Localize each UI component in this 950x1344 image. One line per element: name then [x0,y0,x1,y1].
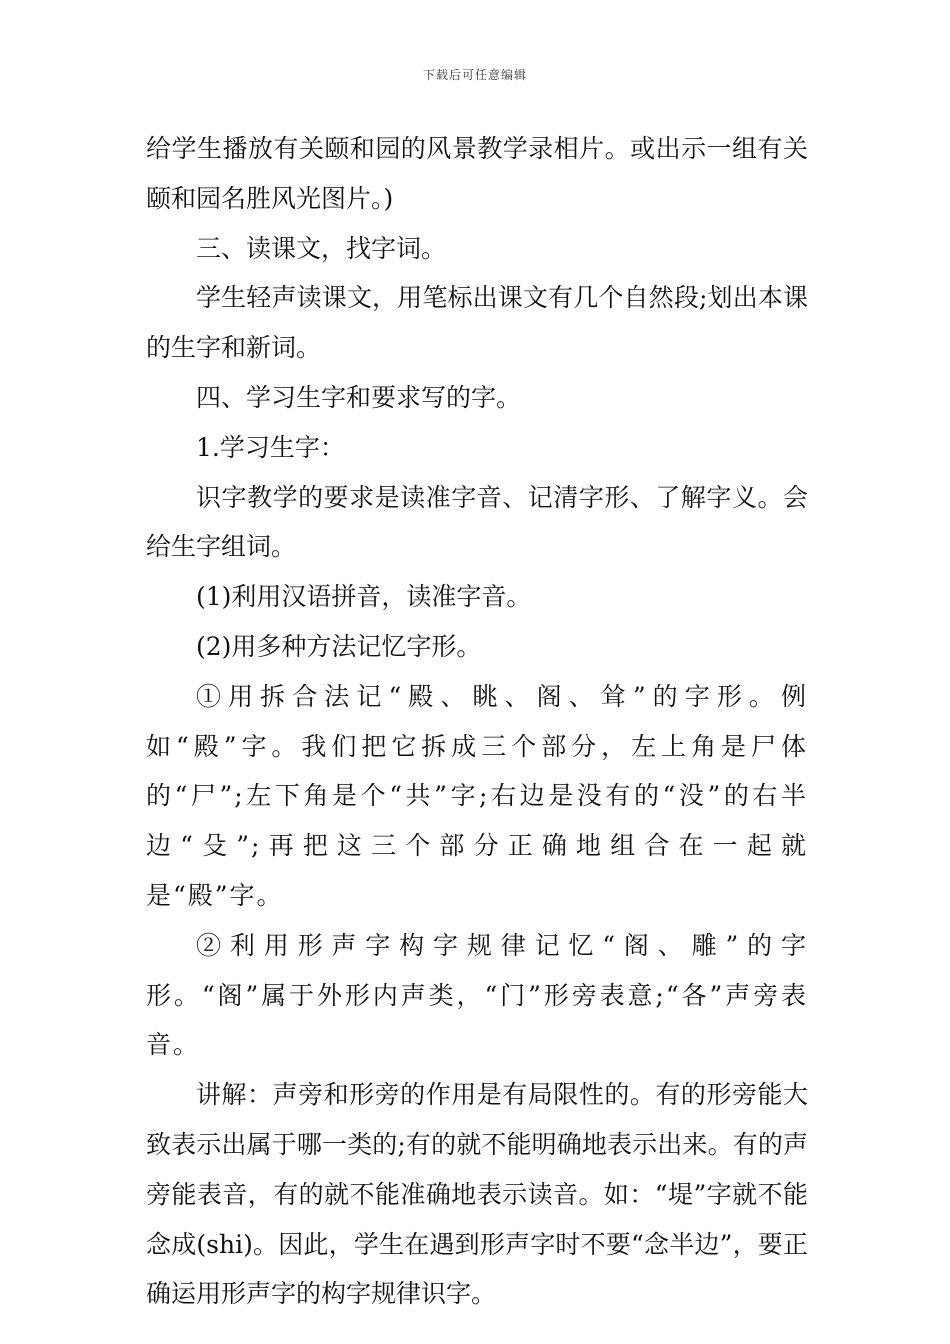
section-heading-learn-characters: 四、学习生字和要求写的字。 [196,382,522,412]
paragraph-intro-continuation: 给学生播放有关颐和园的风景教学录相片。或出示一组有关颐和园名胜风光图片。) [146,134,808,213]
page-header-note: 下载后可任意编辑 [422,68,527,82]
paragraph-phonetic-semantic: ②利用形声字构字规律记忆“阁、雕”的字形。“阁”属于外形内声类，“门”形旁表意;“各”声旁表音。 [146,930,808,1060]
paragraph-split-method: ①用拆合法记“殿、眺、阁、耸”的字形。例如“殿”字。我们把它拆成三个部分，左上角是尸体的“尸”;左下角是个“共”字;右边是没有的“没”的右半边“殳”;再把这三个部分正确地组合在一起就是“殿”字。 [146,681,808,910]
list-item-memory-methods: (2)用多种方法记忆字形。 [196,631,482,661]
subheading-learn-new-characters: 1.学习生字： [196,432,345,462]
list-item-pinyin: (1)利用汉语拼音，读准字音。 [196,582,532,612]
paragraph-explanation: 讲解：声旁和形旁的作用是有局限性的。有的形旁能大致表示出属于哪一类的;有的就不能明确地表示出来。有的声旁能表音，有的就不能准确地表示读音。如：“堤”字就不能念成(shi)。因此，学生在遇到形声字时不要“念半边”，要正确运用形声字的构字规律识字。 [146,1080,808,1309]
document-body [146,124,808,1319]
section-heading-read-text: 三、读课文，找字词。 [196,233,447,263]
paragraph-read-instructions: 学生轻声读课文，用笔标出课文有几个自然段;划出本课的生字和新词。 [146,283,808,363]
paragraph-literacy-requirements: 识字教学的要求是读准字音、记清字形、了解字义。会给生字组词。 [146,482,808,562]
